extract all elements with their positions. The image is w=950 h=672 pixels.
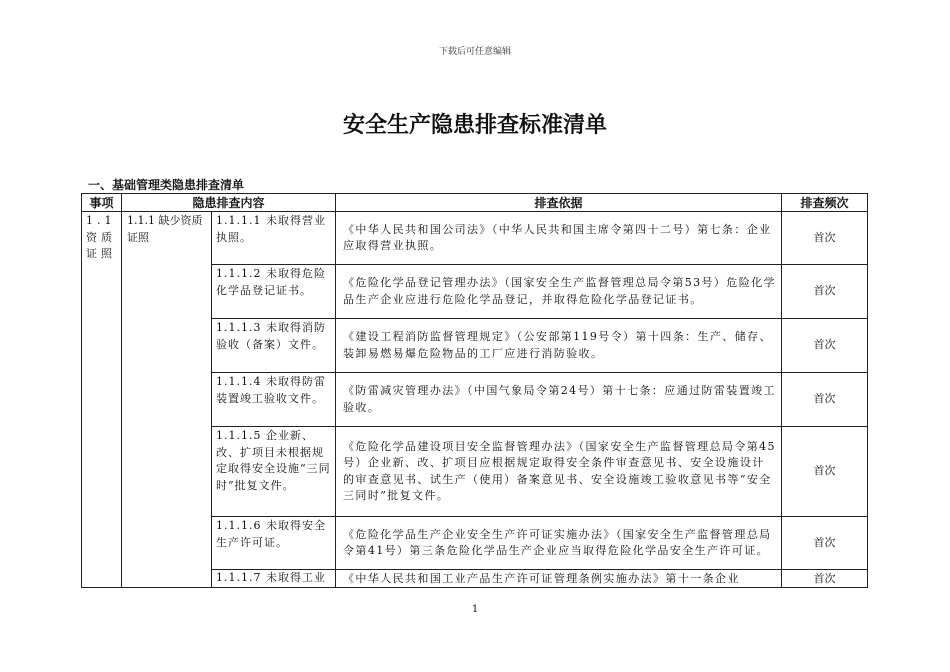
frequency-cell: 首次 bbox=[782, 319, 868, 373]
content-cell: 1.1.1.4 未取得防雷装置竣工验收文件。 bbox=[212, 373, 336, 427]
basis-cell: 《危险化学品生产企业安全生产许可证实施办法》（国家安全生产监督管理总局令第41号）第三条危险化学品生产企业应当取得危险化学品安全生产许可证。 bbox=[336, 517, 782, 570]
document-title: 安全生产隐患排查标准清单 bbox=[342, 113, 607, 138]
basis-cell: 《建设工程消防监督管理规定》（公安部第119号令）第十四条：生产、储存、装卸易燃易爆危险物品的工厂应进行消防验收。 bbox=[336, 319, 782, 373]
header-content: 隐患排查内容 bbox=[122, 194, 336, 212]
table-row bbox=[82, 212, 868, 265]
basis-cell: 《防雷减灾管理办法》（中国气象局令第24号）第十七条：应通过防雷装置竣工验收。 bbox=[336, 373, 782, 427]
basis-cell: 《中华人民共和国公司法》（中华人民共和国主席令第四十二号）第七条：企业应取得营业执照。 bbox=[336, 212, 782, 265]
basis-cell: 《危险化学品登记管理办法》（国家安全生产监督管理总局令第53号）危险化学品生产企业应进行危险化学品登记，并取得危险化学品登记证书。 bbox=[336, 265, 782, 319]
frequency-cell: 首次 bbox=[782, 212, 868, 265]
item-cell: 1.1 资质证照 bbox=[82, 212, 122, 588]
content-cell: 1.1.1.7 未取得工业 bbox=[212, 570, 336, 588]
frequency-cell: 首次 bbox=[782, 373, 868, 427]
header-basis: 排查依据 bbox=[336, 194, 782, 212]
frequency-cell: 首次 bbox=[782, 517, 868, 570]
header-item: 事项 bbox=[82, 194, 122, 212]
section-title: 一、基础管理类隐患排查清单 bbox=[88, 178, 245, 192]
frequency-cell: 首次 bbox=[782, 570, 868, 588]
content-cell: 1.1.1.6 未取得安全生产许可证。 bbox=[212, 517, 336, 570]
header-note: 下载后可任意编辑 bbox=[438, 47, 511, 57]
content-cell: 1.1.1.5 企业新、改、扩项目未根据规定取得安全设施“三同时”批复文件。 bbox=[212, 427, 336, 517]
basis-cell: 《中华人民共和国工业产品生产许可证管理条例实施办法》第十一条企业 bbox=[336, 570, 782, 588]
basis-cell: 《危险化学品建设项目安全监督管理办法》（国家安全生产监督管理总局令第45号）企业新、改、扩项目应根据规定取得安全条件审查意见书、安全设施设计的审查意见书、试生产（使用）备案意见书、安全设施竣工验收意见书等“安全三同时”批复文件。 bbox=[336, 427, 782, 517]
header-frequency: 排查频次 bbox=[782, 194, 868, 212]
hazard-checklist-table bbox=[81, 193, 868, 588]
content-cell: 1.1.1.3 未取得消防验收（备案）文件。 bbox=[212, 319, 336, 373]
table-header-row bbox=[82, 194, 868, 212]
content-cell: 1.1.1.2 未取得危险化学品登记证书。 bbox=[212, 265, 336, 319]
frequency-cell: 首次 bbox=[782, 427, 868, 517]
frequency-cell: 首次 bbox=[782, 265, 868, 319]
sub-item-cell: 1.1.1 缺少资质证照 bbox=[122, 212, 212, 588]
page-number: 1 bbox=[471, 604, 479, 615]
content-cell: 1.1.1.1 未取得营业执照。 bbox=[212, 212, 336, 265]
